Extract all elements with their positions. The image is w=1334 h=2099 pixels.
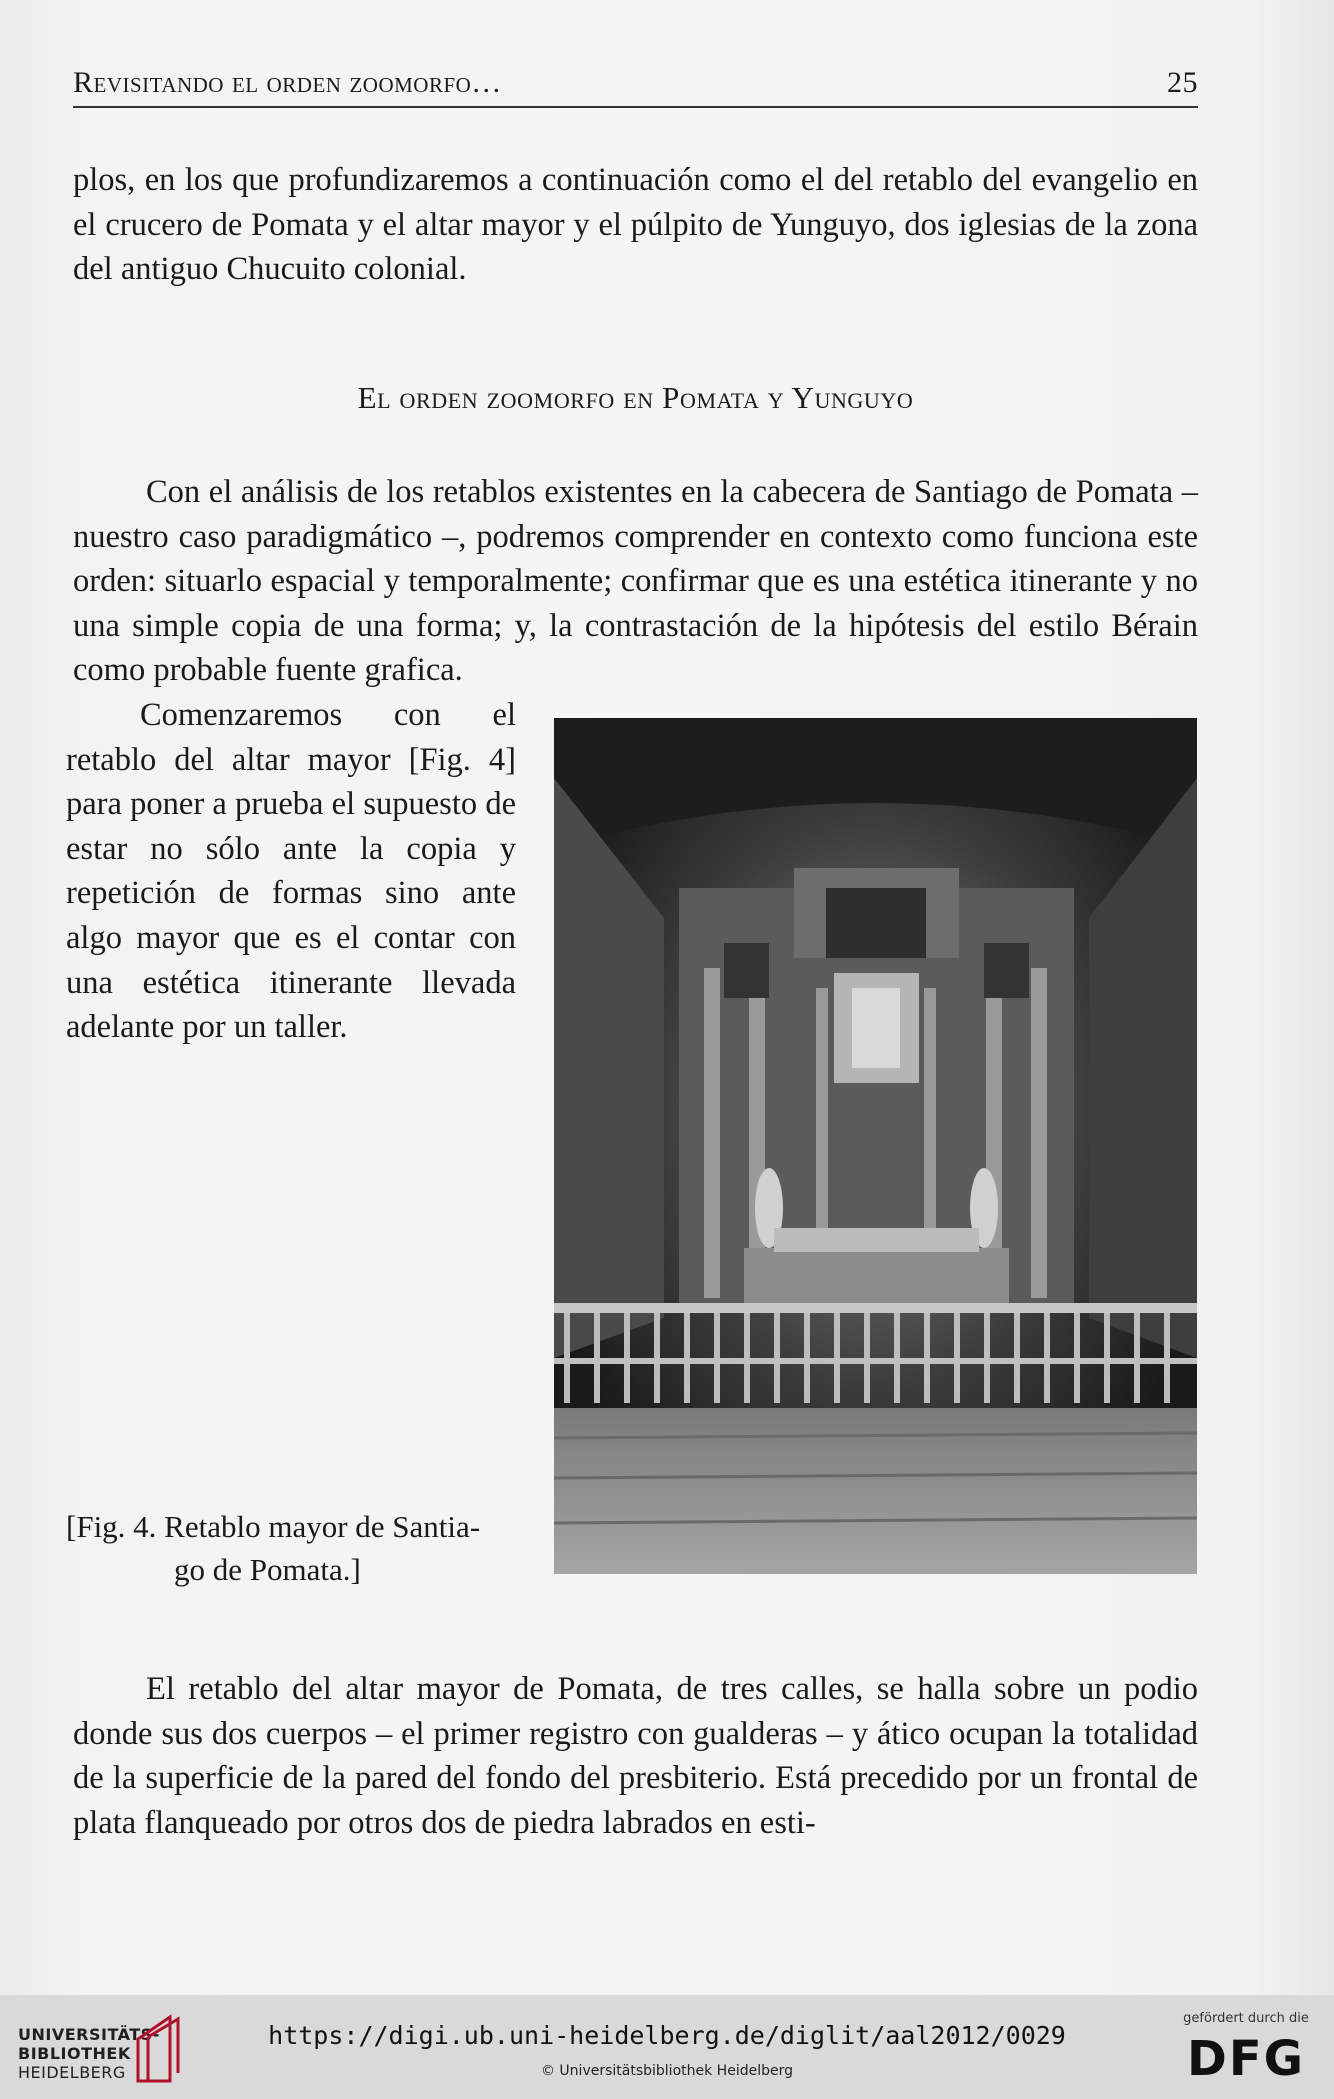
running-head (73, 66, 1198, 108)
retablo-photo-illustration (554, 718, 1197, 1574)
library-name: UNIVERSITÄTS- BIBLIOTHEK HEIDELBERG (18, 2025, 160, 2082)
section-heading: El orden zoomorfo en Pomata y Yunguyo (357, 380, 914, 415)
paragraph-pomata-analysis: Con el análisis de los retablos existentes en la cabecera de Santiago de Pomata – nuestro caso paradigmático –, podremos comprender en contexto como funciona este orden: situarlo espacial y temporalmente; confirmar que es una estética itinerante y no una simple copia de una forma; y, la contrastación de la hipótesis del estilo Bérain como probable fuente grafica. (73, 474, 1198, 689)
paragraph-altar-retablo: Comenzaremos con el retablo del altar mayor [Fig. 4] para poner a prueba el supuesto de estar no sólo ante la copia y repetición de formas sino ante algo mayor que es el contar con una estética itinerante llevada adelante por un taller. (66, 697, 516, 1046)
paragraph-retablo-description: El retablo del altar mayor de Pomata, de tres calles, se halla sobre un podio donde sus dos cuerpos – el primer registro con gualderas – y ático ocupan la totalidad de la superficie de la pared del fondo del presbiterio. Está precedido por un frontal de plata flanqueado por otros dos de piedra labrados en esti- (73, 1671, 1198, 1841)
paragraph-continuation: plos, en los que profundizaremos a continuación como el del retablo del evangelio en el crucero de Pomata y el altar mayor y el púlpito de Yunguyo, dos iglesias de la zona del antiguo Chucuito colonial. (73, 162, 1198, 288)
running-title: Revisitando el orden zoomorfo… (73, 66, 502, 99)
caption-line-1: [Fig. 4. Retablo mayor de Santia- (66, 1509, 481, 1544)
figure-retablo-photo (554, 718, 1197, 1574)
digitization-footer (0, 1995, 1334, 2099)
copyright-text: © Universitätsbibliothek Heidelberg (540, 2063, 793, 2079)
figure-caption (66, 1505, 516, 1591)
caption-line-2: go de Pomata.] (174, 1552, 361, 1587)
dfg-logo: DFG (1186, 2031, 1306, 2087)
funding-note: gefördert durch die (1183, 2011, 1309, 2026)
page-url-link[interactable]: https://digi.ub.uni-heidelberg.de/diglit/aal2012/0029 (268, 2021, 1066, 2050)
page-number: 25 (1167, 66, 1198, 99)
